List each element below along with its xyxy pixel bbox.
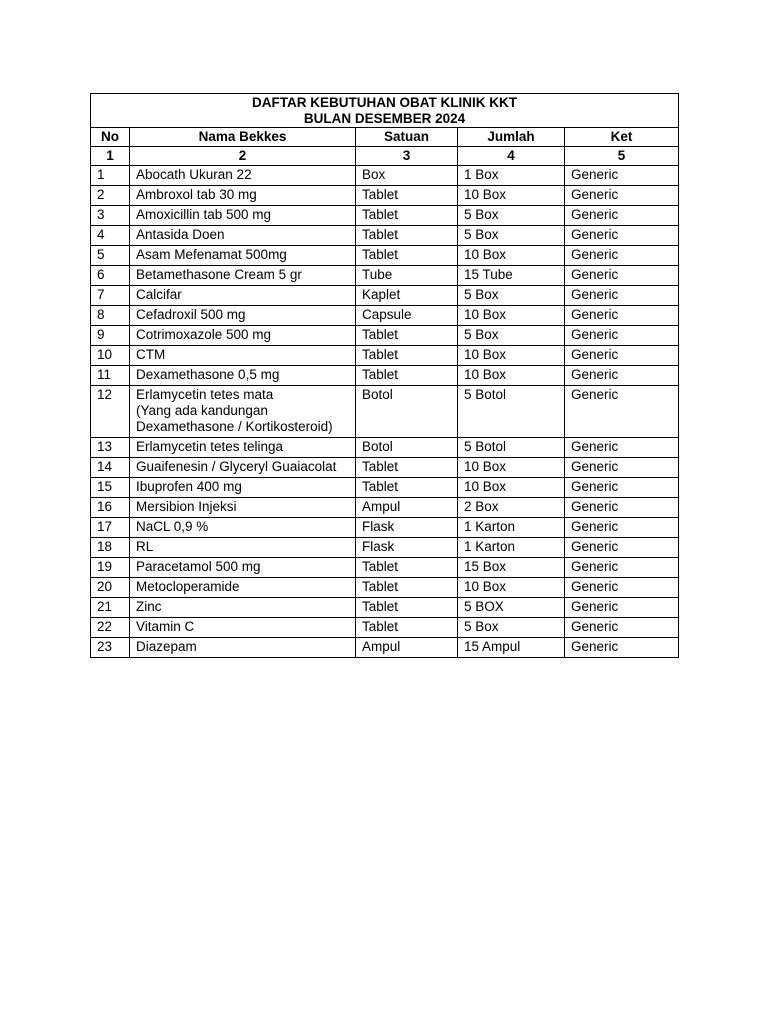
table-title	[91, 94, 679, 128]
row-ket: Generic	[565, 638, 679, 658]
row-name-line: Vitamin C	[136, 619, 195, 634]
row-satuan: Tube	[356, 266, 458, 286]
row-name-line: Cotrimoxazole 500 mg	[136, 327, 272, 342]
table-row	[91, 386, 679, 438]
row-no: 8	[91, 306, 130, 326]
row-ket: Generic	[565, 386, 679, 438]
row-nama-bekkes	[130, 206, 356, 226]
row-ket: Generic	[565, 306, 679, 326]
row-no: 12	[91, 386, 130, 438]
row-jumlah: 10 Box	[458, 306, 565, 326]
row-name-line: Dexamethasone 0,5 mg	[136, 367, 280, 382]
row-jumlah: 5 Botol	[458, 386, 565, 438]
row-no: 22	[91, 618, 130, 638]
row-ket: Generic	[565, 206, 679, 226]
row-satuan: Flask	[356, 518, 458, 538]
header-jumlah: Jumlah	[458, 128, 565, 147]
row-jumlah: 10 Box	[458, 246, 565, 266]
row-satuan: Tablet	[356, 246, 458, 266]
row-no: 19	[91, 558, 130, 578]
row-nama-bekkes	[130, 558, 356, 578]
row-name-line: Diazepam	[136, 639, 197, 654]
row-ket: Generic	[565, 498, 679, 518]
row-satuan: Ampul	[356, 638, 458, 658]
row-name-line: Zinc	[136, 599, 162, 614]
row-name-line: Antasida Doen	[136, 227, 225, 242]
column-index: 5	[565, 147, 679, 166]
table-row	[91, 478, 679, 498]
row-satuan: Tablet	[356, 226, 458, 246]
header-row	[91, 128, 679, 147]
table-body	[91, 166, 679, 658]
row-ket: Generic	[565, 558, 679, 578]
row-jumlah: 5 BOX	[458, 598, 565, 618]
row-jumlah: 10 Box	[458, 366, 565, 386]
row-name-line: Amoxicillin tab 500 mg	[136, 207, 272, 222]
row-name-line: Ibuprofen 400 mg	[136, 479, 242, 494]
row-nama-bekkes	[130, 166, 356, 186]
row-satuan: Tablet	[356, 598, 458, 618]
header-satuan: Satuan	[356, 128, 458, 147]
table-row	[91, 266, 679, 286]
table-row	[91, 618, 679, 638]
table-row	[91, 226, 679, 246]
row-jumlah: 5 Botol	[458, 438, 565, 458]
row-name-line: Dexamethasone / Kortikosteroid)	[136, 419, 333, 434]
document-page	[90, 93, 678, 658]
column-index-row	[91, 147, 679, 166]
row-nama-bekkes	[130, 618, 356, 638]
header-no: No	[91, 128, 130, 147]
row-name-line: Cefadroxil 500 mg	[136, 307, 246, 322]
row-jumlah: 5 Box	[458, 618, 565, 638]
column-index: 4	[458, 147, 565, 166]
row-ket: Generic	[565, 286, 679, 306]
row-jumlah: 5 Box	[458, 326, 565, 346]
table-row	[91, 246, 679, 266]
row-nama-bekkes	[130, 578, 356, 598]
row-name-line: Asam Mefenamat 500mg	[136, 247, 287, 262]
row-satuan: Tablet	[356, 346, 458, 366]
row-jumlah: 15 Box	[458, 558, 565, 578]
row-nama-bekkes	[130, 226, 356, 246]
row-nama-bekkes	[130, 498, 356, 518]
table-row	[91, 306, 679, 326]
row-no: 9	[91, 326, 130, 346]
column-index: 3	[356, 147, 458, 166]
table-row	[91, 206, 679, 226]
row-nama-bekkes	[130, 386, 356, 438]
row-jumlah: 10 Box	[458, 478, 565, 498]
row-nama-bekkes	[130, 186, 356, 206]
row-name-line: Metocloperamide	[136, 579, 240, 594]
title-line-1: DAFTAR KEBUTUHAN OBAT KLINIK KKT	[252, 95, 517, 110]
row-no: 14	[91, 458, 130, 478]
row-jumlah: 1 Karton	[458, 518, 565, 538]
row-nama-bekkes	[130, 266, 356, 286]
table-row	[91, 326, 679, 346]
row-nama-bekkes	[130, 306, 356, 326]
row-no: 4	[91, 226, 130, 246]
table-row	[91, 438, 679, 458]
row-no: 10	[91, 346, 130, 366]
row-ket: Generic	[565, 366, 679, 386]
row-no: 18	[91, 538, 130, 558]
row-ket: Generic	[565, 166, 679, 186]
row-jumlah: 15 Tube	[458, 266, 565, 286]
row-jumlah: 2 Box	[458, 498, 565, 518]
column-index: 2	[130, 147, 356, 166]
row-satuan: Tablet	[356, 618, 458, 638]
row-nama-bekkes	[130, 478, 356, 498]
table-row	[91, 458, 679, 478]
row-ket: Generic	[565, 578, 679, 598]
row-name-line: Calcifar	[136, 287, 182, 302]
table-row	[91, 558, 679, 578]
row-jumlah: 1 Box	[458, 166, 565, 186]
row-name-line: Erlamycetin tetes telinga	[136, 439, 284, 454]
row-satuan: Capsule	[356, 306, 458, 326]
row-name-line: Erlamycetin tetes mata	[136, 387, 274, 402]
row-satuan: Tablet	[356, 578, 458, 598]
row-no: 23	[91, 638, 130, 658]
row-name-line: Betamethasone Cream 5 gr	[136, 267, 302, 282]
row-no: 21	[91, 598, 130, 618]
row-ket: Generic	[565, 186, 679, 206]
row-ket: Generic	[565, 538, 679, 558]
row-nama-bekkes	[130, 366, 356, 386]
row-no: 16	[91, 498, 130, 518]
title-line-2: BULAN DESEMBER 2024	[303, 111, 466, 126]
row-name-line: Abocath Ukuran 22	[136, 167, 252, 182]
row-name-line: CTM	[136, 347, 166, 362]
row-jumlah: 15 Ampul	[458, 638, 565, 658]
row-nama-bekkes	[130, 458, 356, 478]
row-nama-bekkes	[130, 246, 356, 266]
row-no: 20	[91, 578, 130, 598]
row-ket: Generic	[565, 266, 679, 286]
row-nama-bekkes	[130, 326, 356, 346]
row-no: 15	[91, 478, 130, 498]
column-index: 1	[91, 147, 130, 166]
table-row	[91, 286, 679, 306]
row-name-line: Ambroxol tab 30 mg	[136, 187, 257, 202]
row-name-line: RL	[136, 539, 154, 554]
row-nama-bekkes	[130, 518, 356, 538]
table-row	[91, 366, 679, 386]
row-ket: Generic	[565, 246, 679, 266]
table-row	[91, 498, 679, 518]
row-ket: Generic	[565, 438, 679, 458]
row-name-line: Guaifenesin / Glyceryl Guaiacolat	[136, 459, 337, 474]
row-jumlah: 5 Box	[458, 286, 565, 306]
row-satuan: Tablet	[356, 326, 458, 346]
row-ket: Generic	[565, 618, 679, 638]
row-nama-bekkes	[130, 638, 356, 658]
table-row	[91, 346, 679, 366]
row-satuan: Kaplet	[356, 286, 458, 306]
row-satuan: Tablet	[356, 478, 458, 498]
row-ket: Generic	[565, 226, 679, 246]
row-satuan: Botol	[356, 386, 458, 438]
row-satuan: Box	[356, 166, 458, 186]
row-name-line: (Yang ada kandungan	[136, 403, 268, 418]
row-jumlah: 1 Karton	[458, 538, 565, 558]
row-nama-bekkes	[130, 598, 356, 618]
table-row	[91, 598, 679, 618]
row-ket: Generic	[565, 346, 679, 366]
row-no: 6	[91, 266, 130, 286]
row-ket: Generic	[565, 518, 679, 538]
row-no: 3	[91, 206, 130, 226]
row-satuan: Tablet	[356, 558, 458, 578]
row-ket: Generic	[565, 478, 679, 498]
row-name-line: Paracetamol 500 mg	[136, 559, 261, 574]
row-name-line: NaCL 0,9 %	[136, 519, 209, 534]
row-jumlah: 5 Box	[458, 226, 565, 246]
row-satuan: Ampul	[356, 498, 458, 518]
row-no: 17	[91, 518, 130, 538]
row-name-line: Mersibion Injeksi	[136, 499, 237, 514]
table-row	[91, 518, 679, 538]
table-row	[91, 578, 679, 598]
row-satuan: Tablet	[356, 458, 458, 478]
row-ket: Generic	[565, 598, 679, 618]
row-jumlah: 10 Box	[458, 346, 565, 366]
row-no: 13	[91, 438, 130, 458]
header-nama-bekkes: Nama Bekkes	[130, 128, 356, 147]
row-ket: Generic	[565, 326, 679, 346]
row-no: 1	[91, 166, 130, 186]
row-jumlah: 5 Box	[458, 206, 565, 226]
row-no: 11	[91, 366, 130, 386]
row-satuan: Flask	[356, 538, 458, 558]
row-satuan: Tablet	[356, 366, 458, 386]
row-nama-bekkes	[130, 286, 356, 306]
table-row	[91, 166, 679, 186]
row-nama-bekkes	[130, 538, 356, 558]
row-jumlah: 10 Box	[458, 578, 565, 598]
row-no: 7	[91, 286, 130, 306]
table-row	[91, 186, 679, 206]
header-ket: Ket	[565, 128, 679, 147]
row-jumlah: 10 Box	[458, 186, 565, 206]
title-row	[91, 94, 679, 128]
row-no: 2	[91, 186, 130, 206]
row-ket: Generic	[565, 458, 679, 478]
row-nama-bekkes	[130, 438, 356, 458]
row-satuan: Tablet	[356, 206, 458, 226]
row-satuan: Botol	[356, 438, 458, 458]
row-satuan: Tablet	[356, 186, 458, 206]
row-no: 5	[91, 246, 130, 266]
table-row	[91, 638, 679, 658]
table-row	[91, 538, 679, 558]
medicine-needs-table	[90, 93, 679, 658]
row-nama-bekkes	[130, 346, 356, 366]
row-jumlah: 10 Box	[458, 458, 565, 478]
